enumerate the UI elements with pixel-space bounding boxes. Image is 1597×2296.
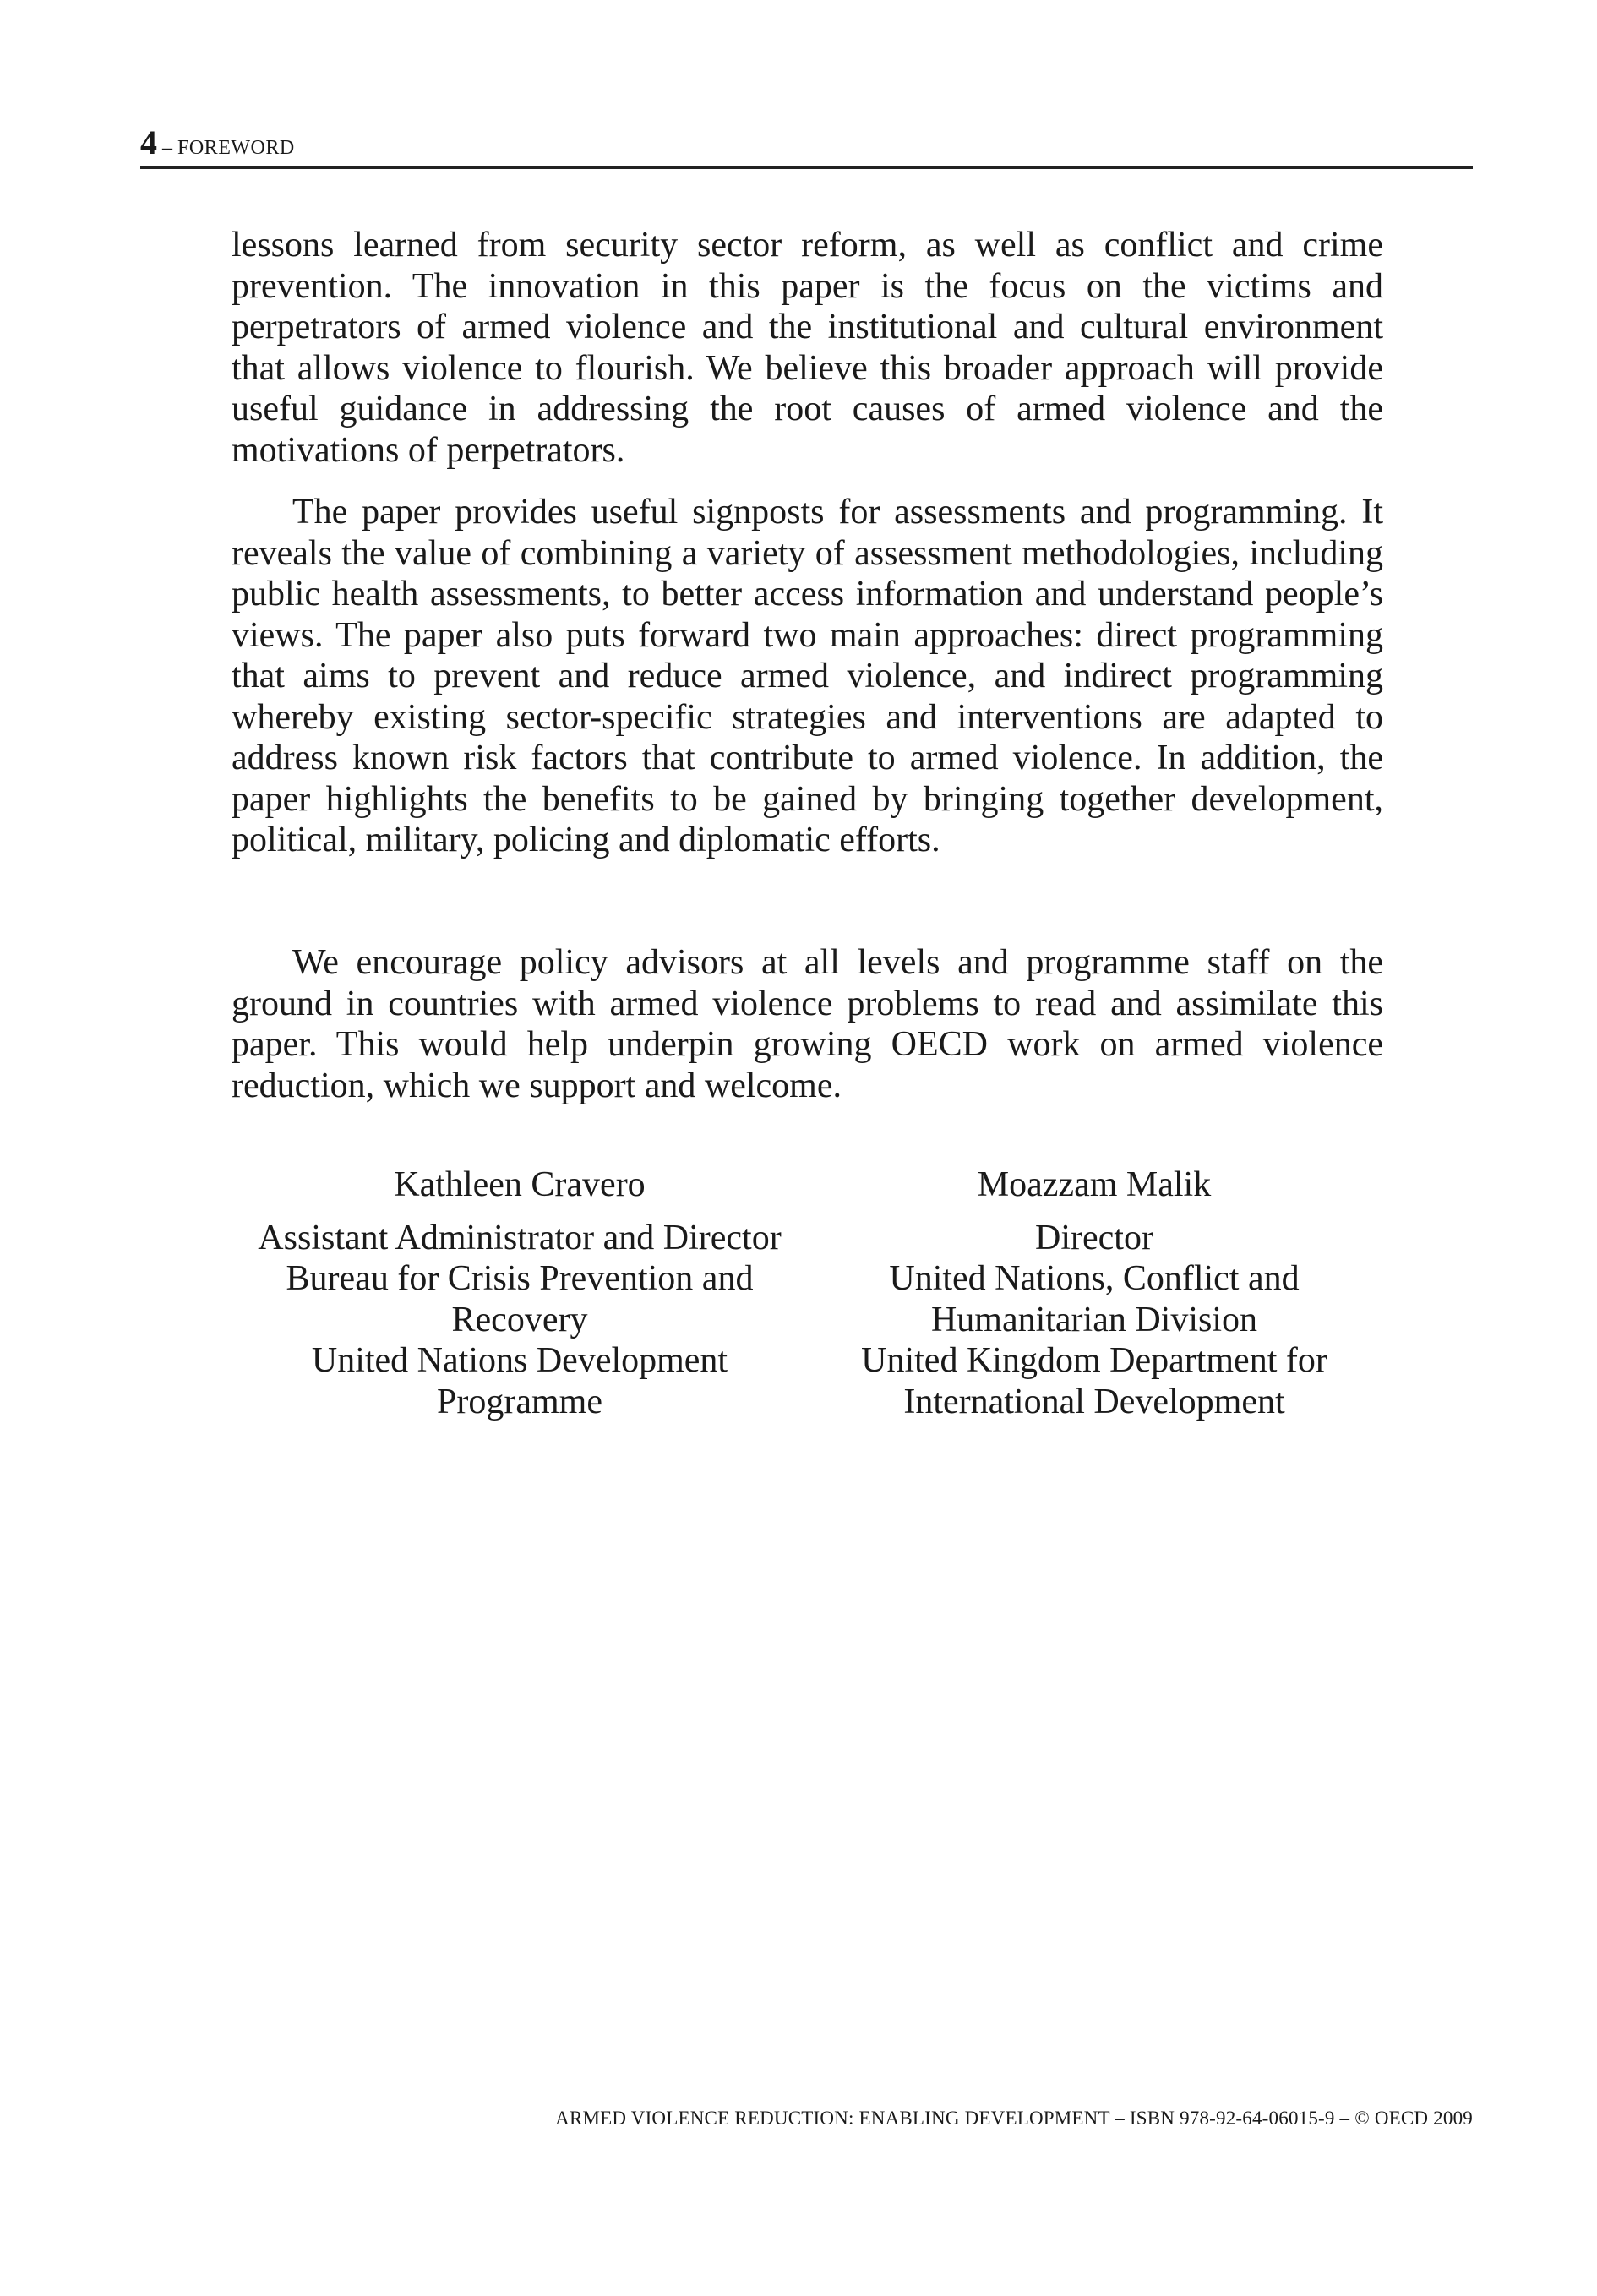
paragraph-2: The paper provides useful signposts for assessments and programming. It reveals the value of combining a variety of assessment methodologies, including public health assessments, to better access information and understand people’s views. The paper also puts forward two main approaches: direct programming that aims to prevent and reduce armed violence, and indirect programming whereby existing sector-specific strategies and interventions are adapted to address known risk factors that contribute to armed violence. In addition, the paper highlights the benefits to be gained by bringing together development, political, military, policing and diplomatic efforts. — [232, 493, 1383, 859]
running-header-text — [140, 123, 295, 161]
signature-block-right — [828, 1164, 1360, 1422]
signatory-organization: United Nations Development Programme — [311, 1341, 728, 1421]
running-header — [140, 120, 1473, 169]
signatory-bureau: Bureau for Crisis Prevention and Recovery — [286, 1259, 754, 1339]
signatory-name: Moazzam Malik — [977, 1165, 1212, 1204]
running-footer: ARMED VIOLENCE REDUCTION: ENABLING DEVELOPMENT – ISBN 978-92-64-06015-9 – © OECD 2009 — [555, 2108, 1473, 2129]
header-separator: – — [157, 137, 177, 159]
section-title: FOREWORD — [177, 137, 295, 159]
signatory-title: Director — [1035, 1218, 1153, 1257]
paragraph-3: We encourage policy advisors at all levels and programme staff on the ground in countries with armed violence problems to read and assimilate this paper. This would help underpin growing OECD work on armed violence reduction, which we support and welcome. — [232, 943, 1383, 1105]
signatory-name: Kathleen Cravero — [394, 1165, 646, 1204]
signatory-title: Assistant Administrator and Director — [258, 1218, 782, 1257]
signature-block-left — [253, 1164, 786, 1422]
page-number: 4 — [140, 123, 157, 161]
paragraph-1: lessons learned from security sector reform, as well as conflict and crime prevention. The innovation in this paper is the focus on the victims and perpetrators of armed violence and the institutional and cultural environment that allows violence to flourish. We believe this broader approach will provide useful guidance in addressing the root causes of armed violence and the motivations of perpetrators. — [232, 226, 1383, 470]
signatory-division: United Nations, Conflict and Humanitarian Division — [889, 1259, 1300, 1339]
signatory-organization: United Kingdom Department for International Development — [861, 1341, 1327, 1421]
